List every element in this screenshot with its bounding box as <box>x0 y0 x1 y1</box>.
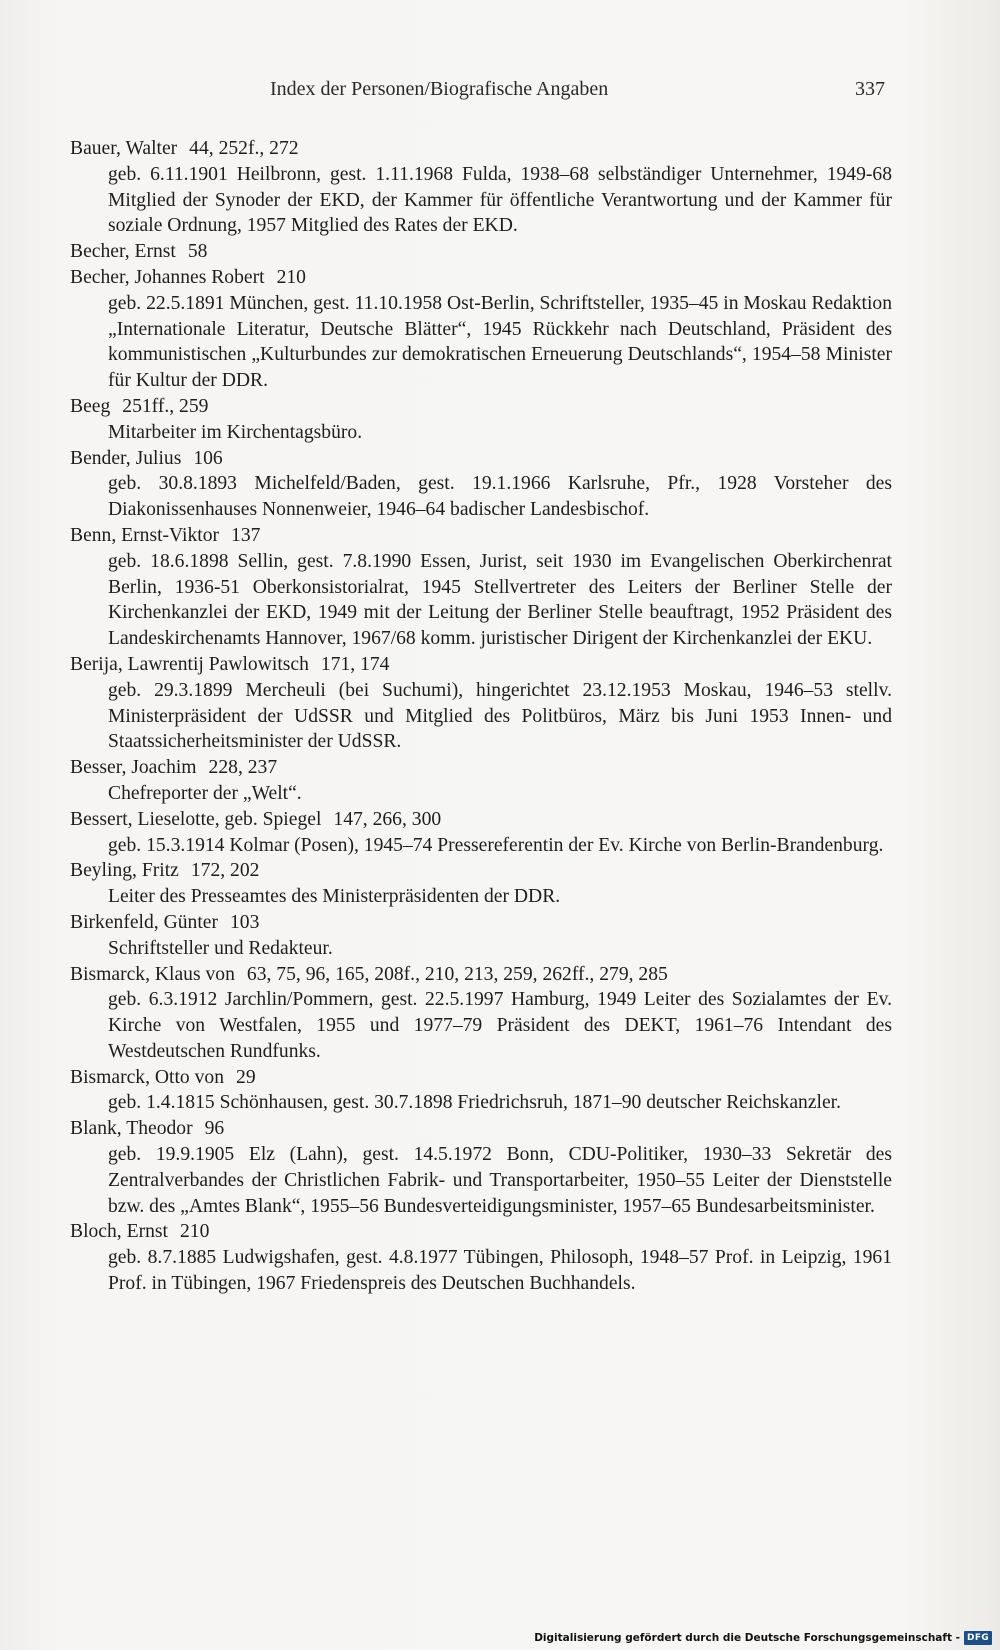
person-name: Besser, Joachim <box>70 757 197 779</box>
page-references: 96 <box>204 1118 225 1140</box>
person-name: Berija, Lawrentij Pawlowitsch <box>70 653 309 675</box>
biography: geb. 22.5.1891 München, gest. 11.10.1958 Ost-Berlin, Schriftsteller, 1935–45 in Moskau Redaktion „Internationale Literatur, Deutsche Blätter“, 1945 Rückkehr nach Deutschland, Präsident des kommunistischen „Kulturbundes zur demokratischen Erneuerung Deutschlands“, 1954–58 Minister für Kultur der DDR. <box>108 292 892 392</box>
index-entry <box>70 755 892 807</box>
page-references: 103 <box>230 911 260 933</box>
running-head-title: Index der Personen/Biografische Angaben <box>270 78 609 100</box>
biography: Mitarbeiter im Kirchentagsbüro. <box>108 421 363 443</box>
index-entry <box>70 1116 892 1219</box>
entry-heading <box>70 755 892 781</box>
entry-heading <box>70 652 892 678</box>
running-head <box>0 78 1000 108</box>
entry-heading <box>70 858 892 884</box>
person-name: Beeg <box>70 395 111 417</box>
person-name: Birkenfeld, Günter <box>70 911 218 933</box>
page-number: 337 <box>855 78 885 100</box>
page-references: 210 <box>276 266 306 288</box>
person-name: Bessert, Lieselotte, geb. Spiegel <box>70 808 322 830</box>
index-entry <box>70 1065 892 1117</box>
entry-heading <box>70 523 892 549</box>
page-references: 58 <box>187 241 208 263</box>
person-name: Bloch, Ernst <box>70 1221 168 1243</box>
biography: geb. 30.8.1893 Michelfeld/Baden, gest. 19.1.1966 Karlsruhe, Pfr., 1928 Vorsteher des Diakonissenhauses Nonnenweier, 1946–64 badischer Landesbischof. <box>108 473 892 521</box>
entry-heading <box>70 807 892 833</box>
page-references: 137 <box>231 524 261 546</box>
entry-heading <box>70 962 892 988</box>
biography: geb. 8.7.1885 Ludwigshafen, gest. 4.8.1977 Tübingen, Philosoph, 1948–57 Prof. in Leipzig, 1961 Prof. in Tübingen, 1967 Friedenspreis des Deutschen Buchhandels. <box>108 1247 892 1295</box>
entry-heading <box>70 394 892 420</box>
biography: Schriftsteller und Redakteur. <box>108 937 333 959</box>
page-references: 106 <box>193 447 223 469</box>
biography: geb. 6.3.1912 Jarchlin/Pommern, gest. 22.5.1997 Hamburg, 1949 Leiter des Sozialamtes der Ev. Kirche von Westfalen, 1955 und 1977–79 Präsident des DEKT, 1961–76 Intendant des Westdeutschen Rundfunks. <box>108 989 892 1062</box>
index-entry <box>70 136 892 239</box>
person-name: Bauer, Walter <box>70 138 178 159</box>
entry-heading <box>70 265 892 291</box>
page-references: 228, 237 <box>208 757 278 779</box>
person-index <box>70 136 892 1297</box>
entry-heading <box>70 910 892 936</box>
person-name: Blank, Theodor <box>70 1118 193 1140</box>
biography: geb. 15.3.1914 Kolmar (Posen), 1945–74 Pressereferentin der Ev. Kirche von Berlin-Brandenburg. <box>108 834 884 856</box>
index-entry <box>70 265 892 394</box>
entry-heading <box>70 1116 892 1142</box>
page-references: 251ff., 259 <box>122 395 209 417</box>
person-name: Beyling, Fritz <box>70 860 179 882</box>
footer-text: Digitalisierung gefördert durch die Deutsche Forschungsgemeinschaft - <box>534 1632 960 1644</box>
entry-heading <box>70 136 892 162</box>
entry-heading <box>70 239 892 265</box>
index-entry <box>70 239 892 265</box>
page-references: 210 <box>179 1221 210 1243</box>
page-references: 63, 75, 96, 165, 208f., 210, 213, 259, 262ff., 279, 285 <box>246 963 668 985</box>
person-name: Becher, Ernst <box>70 241 176 263</box>
footer <box>534 1630 992 1646</box>
biography: geb. 1.4.1815 Schönhausen, gest. 30.7.1898 Friedrichsruh, 1871–90 deutscher Reichskanzler. <box>108 1092 841 1114</box>
biography: Leiter des Presseamtes des Ministerpräsidenten der DDR. <box>108 886 561 908</box>
person-name: Bismarck, Klaus von <box>70 963 235 985</box>
page-references: 172, 202 <box>190 860 260 882</box>
biography: Chefreporter der „Welt“. <box>108 782 302 804</box>
person-name: Becher, Johannes Robert <box>70 266 265 288</box>
person-name: Bismarck, Otto von <box>70 1066 225 1088</box>
entry-heading <box>70 446 892 472</box>
index-entry <box>70 652 892 755</box>
index-entry <box>70 807 892 859</box>
biography: geb. 19.9.1905 Elz (Lahn), gest. 14.5.1972 Bonn, CDU-Politiker, 1930–33 Sekretär des Zentralverbandes der Christlichen Fabrik- und Transportarbeiter, 1950–55 Leiter der Dienststelle bzw. des „Amtes Blank“, 1955–56 Bundesverteidigungsminister, 1957–65 Bundesarbeitsminister. <box>108 1144 892 1217</box>
index-entry <box>70 858 892 910</box>
page-references: 147, 266, 300 <box>333 808 442 830</box>
index-entry <box>70 523 892 652</box>
index-entry <box>70 394 892 446</box>
page-references: 171, 174 <box>320 653 390 675</box>
dfg-logo: DFG <box>964 1631 992 1645</box>
entry-heading <box>70 1065 892 1091</box>
index-entry <box>70 1219 892 1296</box>
page-references: 44, 252f., 272 <box>189 138 299 159</box>
person-name: Benn, Ernst-Viktor <box>70 524 220 546</box>
person-name: Bender, Julius <box>70 447 182 469</box>
biography: geb. 6.11.1901 Heilbronn, gest. 1.11.1968 Fulda, 1938–68 selbständiger Unternehmer, 1949-68 Mitglied der Synoder der EKD, der Kammer für öffentliche Verantwortung und der Kammer für soziale Ordnung, 1957 Mitglied des Rates der EKD. <box>108 163 892 237</box>
index-entry <box>70 962 892 1065</box>
index-entry <box>70 910 892 962</box>
biography: geb. 29.3.1899 Mercheuli (bei Suchumi), hingerichtet 23.12.1953 Moskau, 1946–53 stellv. Ministerpräsident der UdSSR und Mitglied des Politbüros, März bis Juni 1953 Innen- und Staatssicherheitsminister der UdSSR. <box>108 679 892 753</box>
entry-heading <box>70 1219 892 1245</box>
biography: geb. 18.6.1898 Sellin, gest. 7.8.1990 Essen, Jurist, seit 1930 im Evangelischen Oberkirchenrat Berlin, 1936-51 Oberkonsistorialrat, 1945 Stellvertreter des Leiters der Berliner Stelle der Kirchenkanzlei der EKD, 1949 mit der Leitung der Berliner Stelle beauftragt, 1952 Präsident des Landeskirchenamts Hannover, 1967/68 komm. juristischer Dirigent der Kirchenkanzlei der EKU. <box>108 550 892 650</box>
page-references: 29 <box>236 1066 256 1088</box>
index-entry <box>70 446 892 523</box>
